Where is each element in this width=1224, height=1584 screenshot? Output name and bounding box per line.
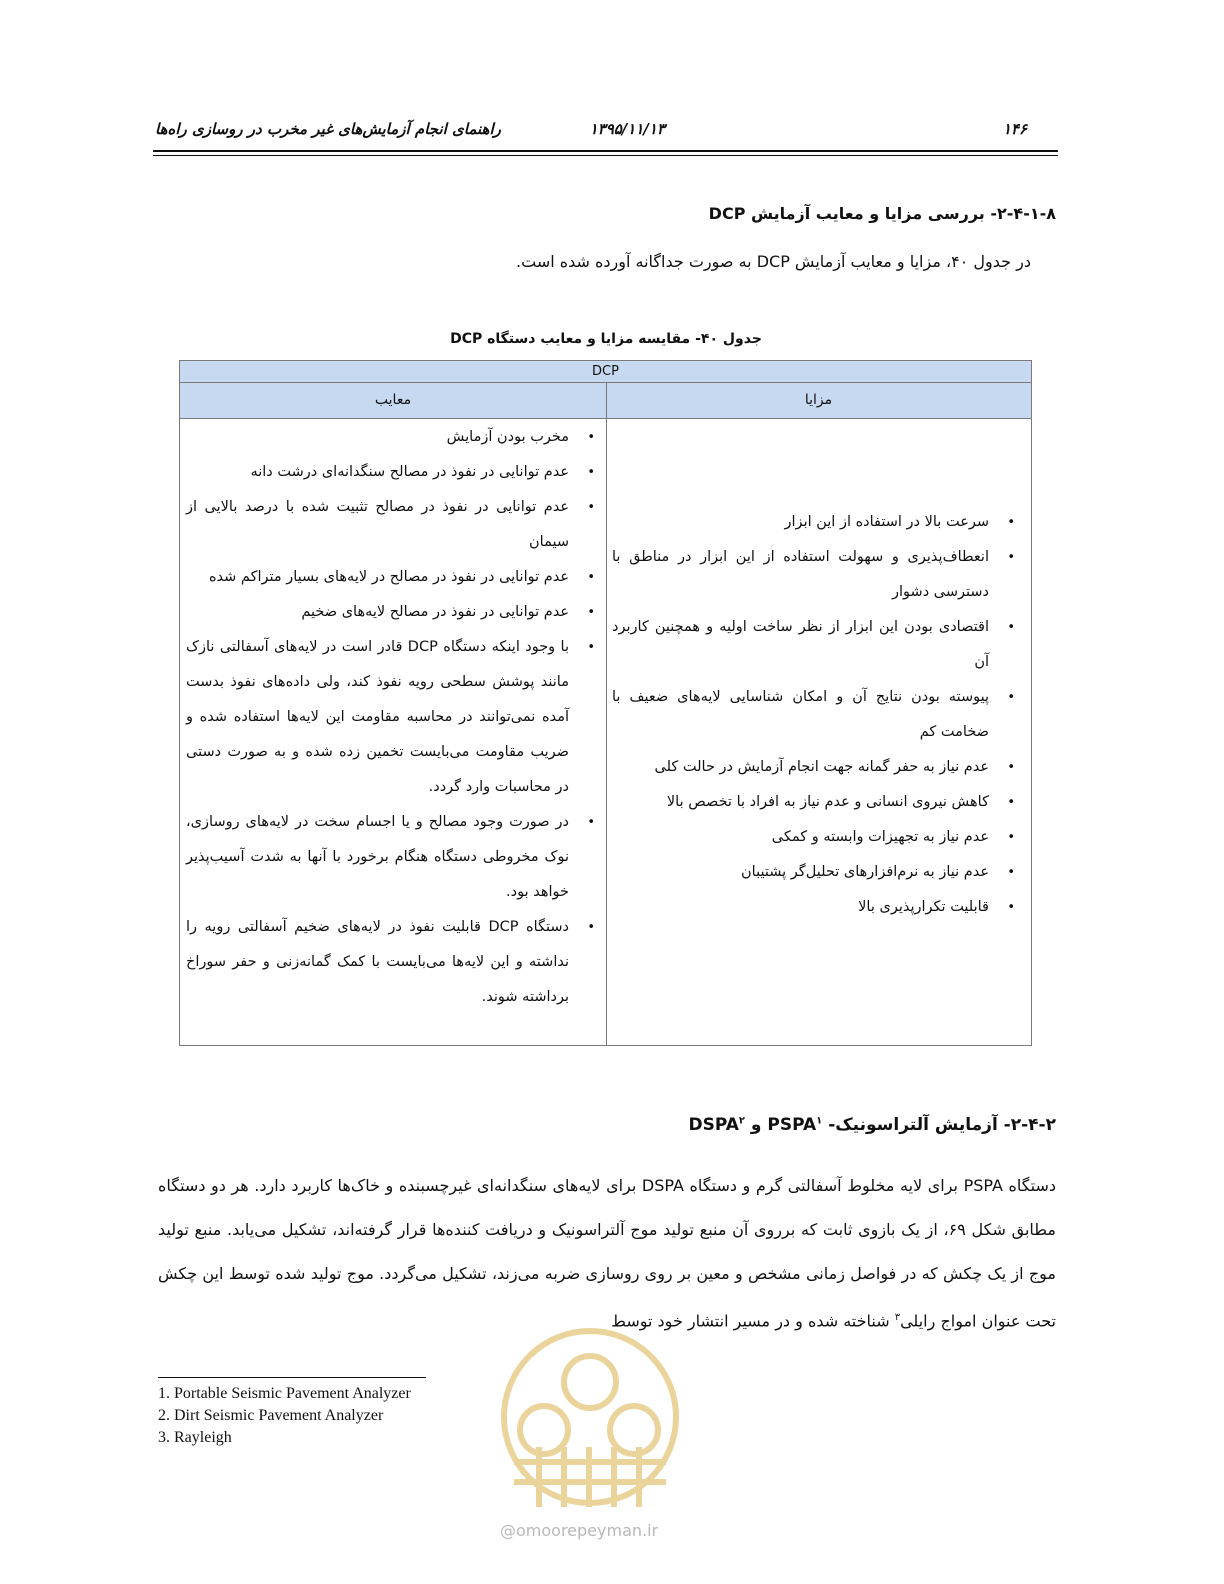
- bullet-icon: •: [1007, 865, 1015, 880]
- header-rule-thick: [153, 150, 1058, 152]
- list-item: • انعطاف‌پذیری و سهولت استفاده از این ابزار در مناطق با دسترسی دشوار: [612, 540, 1017, 610]
- list-item: • پیوسته بودن نتایج آن و امکان شناسایی لایه‌های ضعیف با ضخامت کم: [612, 680, 1017, 750]
- bullet-icon: •: [587, 430, 595, 445]
- header-date: ۱۳۹۵/۱۱/۱۳: [589, 120, 665, 138]
- list-item: • عدم توانایی در نفوذ در مصالح سنگدانه‌ای درشت دانه: [186, 455, 597, 490]
- watermark-logo-icon: [484, 1322, 696, 1512]
- bullet-icon: •: [587, 570, 595, 585]
- watermark-site: @omoorepeyman.ir: [500, 1521, 659, 1540]
- footnote-1: 1. Portable Seismic Pavement Analyzer: [158, 1385, 411, 1402]
- footnote-ref: ۱: [816, 1115, 823, 1127]
- footnote-3: 3. Rayleigh: [158, 1429, 232, 1446]
- column-header-disadvantages: معایب: [374, 392, 412, 408]
- list-item: • مخرب بودن آزمایش: [186, 420, 597, 455]
- bullet-icon: •: [587, 640, 595, 655]
- section-intro-paragraph: در جدول ۴۰، مزایا و معایب آزمایش DCP به صورت جداگانه آورده شده است.: [516, 252, 1031, 271]
- list-item: • عدم توانایی در نفوذ در مصالح لایه‌های ضخیم: [186, 595, 597, 630]
- list-item: • قابلیت تکرارپذیری بالا: [612, 890, 1017, 925]
- column-header-advantages: مزایا: [804, 392, 833, 408]
- list-item: • سرعت بالا در استفاده از این ابزار: [612, 505, 1017, 540]
- list-item: • عدم توانایی در نفوذ در مصالح تثبیت شده با درصد بالایی از سیمان: [186, 490, 597, 560]
- list-item: • عدم نیاز به حفر گمانه جهت انجام آزمایش در حالت کلی: [612, 750, 1017, 785]
- bullet-icon: •: [587, 815, 595, 830]
- list-item: • دستگاه DCP قابلیت نفوذ در لایه‌های ضخیم آسفالتی رویه را نداشته و این لایه‌ها می‌بایست با کمک گمانه‌زنی و حفر سوراخ برداشته شوند.: [186, 910, 597, 1015]
- section-heading-dcp: ۲-۴-۱-۸- بررسی مزایا و معایب آزمایش DCP: [708, 204, 1056, 223]
- bullet-icon: •: [587, 920, 595, 935]
- advantages-list: [612, 505, 1017, 925]
- header-rule-thin: [153, 155, 1058, 156]
- header-title: راهنمای انجام آزمایش‌های غیر مخرب در روسازی راه‌ها: [155, 120, 501, 138]
- list-item: • عدم نیاز به نرم‌افزارهای تحلیل‌گر پشتیبان: [612, 855, 1017, 890]
- bullet-icon: •: [1007, 760, 1015, 775]
- section-heading-ultrasonic: ۲-۴-۲- آزمایش آلتراسونیک- PSPA$^۱$ و DSPA$^۲$: [688, 1115, 1056, 1135]
- disadvantages-list: [186, 420, 597, 1015]
- list-item: • عدم نیاز به تجهیزات وابسته و کمکی: [612, 820, 1017, 855]
- footnote-2: 2. Dirt Seismic Pavement Analyzer: [158, 1407, 384, 1424]
- bullet-icon: •: [1007, 830, 1015, 845]
- page-number: ۱۴۶: [1002, 120, 1027, 138]
- bullet-icon: •: [587, 465, 595, 480]
- footnote-ref: ۳: [894, 1312, 901, 1323]
- list-item: • در صورت وجود مصالح و یا اجسام سخت در لایه‌های روسازی، نوک مخروطی دستگاه هنگام برخورد با آنها به شدت آسیب‌پذیر خواهد بود.: [186, 805, 597, 910]
- list-item: • اقتصادی بودن این ابزار از نظر ساخت اولیه و همچنین کاربرد آن: [612, 610, 1017, 680]
- body-paragraph: دستگاه PSPA برای لایه مخلوط آسفالتی گرم و دستگاه DSPA برای لایه‌های سنگدانه‌ای غیرچسبنده و خاک‌ها کاربرد دارد. هر دو دستگاه مطابق شکل ۶۹، از یک بازوی ثابت که برروی آن منبع تولید موج آلتراسونیک و دریافت کننده‌ها قرار گرفته‌اند، تشکیل می‌یابد. منبع تولید موج از یک چکش که در فواصل زمانی مشخص و معین بر روی روسازی ضربه می‌زند، تشکیل می‌گردد. موج تولید شده توسط این چکش تحت عنوان امواج رایلی$^۳$ شناخته شده و در مسیر انتشار خود توسط: [158, 1176, 1056, 1331]
- bullet-icon: •: [587, 500, 595, 515]
- list-item: • عدم توانایی در نفوذ در مصالح در لایه‌های بسیار متراکم شده: [186, 560, 597, 595]
- table-top-header: DCP: [180, 361, 1031, 383]
- list-item: • با وجود اینکه دستگاه DCP قادر است در لایه‌های آسفالتی نازک مانند پوشش سطحی رویه نفوذ کند، ولی داده‌های نفوذ بدست آمده نمی‌توانند در محاسبه مقاومت این لایه‌ها استفاده شده و ضریب مقاومت می‌بایست تخمین زده شده و به صورت دستی در محاسبات وارد گردد.: [186, 630, 597, 805]
- bullet-icon: •: [587, 605, 595, 620]
- bullet-icon: •: [1007, 900, 1015, 915]
- bullet-icon: •: [1007, 550, 1015, 565]
- list-item: • کاهش نیروی انسانی و عدم نیاز به افراد با تخصص بالا: [612, 785, 1017, 820]
- bullet-icon: •: [1007, 690, 1015, 705]
- footnote-rule: [158, 1377, 426, 1378]
- table-caption: جدول ۴۰- مقایسه مزایا و معایب دستگاه DCP: [450, 331, 762, 347]
- table-column-divider: [606, 383, 607, 1045]
- running-header: [155, 120, 1055, 146]
- bullet-icon: •: [1007, 795, 1015, 810]
- footnote-ref: ۲: [738, 1115, 745, 1127]
- bullet-icon: •: [1007, 515, 1015, 530]
- bullet-icon: •: [1007, 620, 1015, 635]
